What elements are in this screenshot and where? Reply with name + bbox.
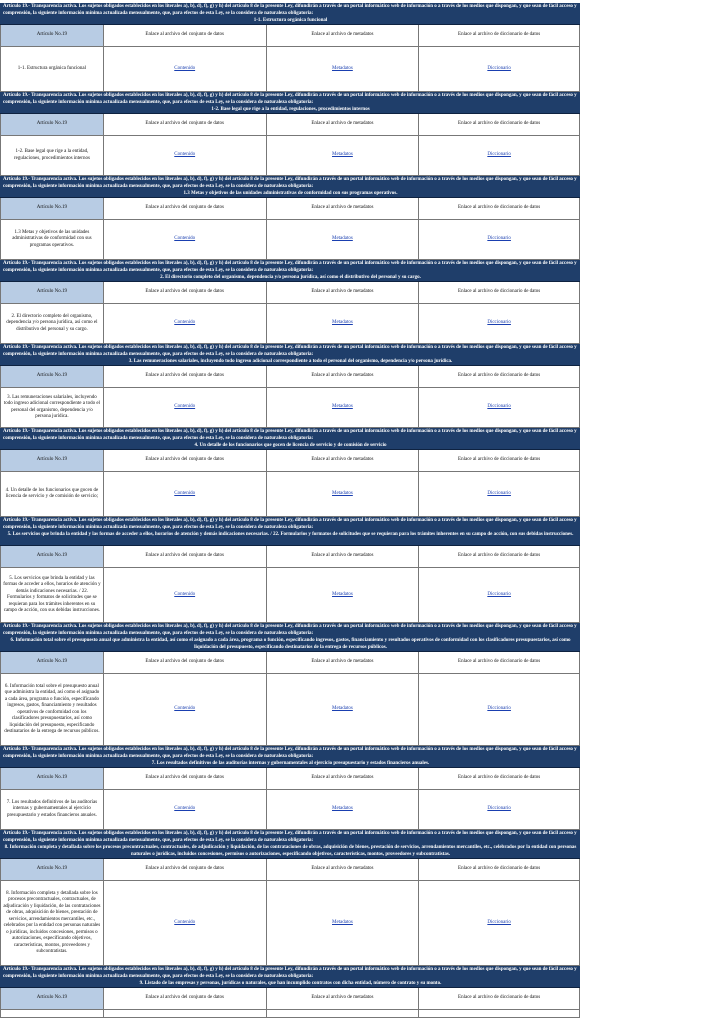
metadata-link[interactable]: Metadatos <box>332 152 353 158</box>
section-header <box>0 344 580 366</box>
data-file-column-label: Enlace al archivo del conjunto de datos <box>104 768 267 789</box>
data-file-column-label: Enlace al archivo del conjunto de datos <box>104 114 267 135</box>
metadata-column-label: Enlace al archivo de metadatos <box>267 282 420 303</box>
item-description: 8. Información completa y detallada sobre los procesos precontractuales, contractuales, de adjudicación y liquidación, de las contrataciones de obras, adquisición de bienes, prestación de servicios, arrendamientos mercantiles, etc., celebrados por la entidad con personas naturales o jurídicas, incluidos concesiones, permisos o autorizaciones, especificando objetivos, características, montos, proveedores y subcontratistas. <box>1 881 104 965</box>
metadata-column-label: Enlace al archivo de metadatos <box>267 198 420 219</box>
section-header <box>0 176 580 198</box>
dictionary-link-cell <box>419 220 580 259</box>
section-4 <box>0 260 580 344</box>
content-link[interactable]: Contenido <box>174 236 196 242</box>
column-label-row <box>0 366 580 388</box>
item-description: 2. El directorio completo del organismo, dependencia y/o persona jurídica, así como el distributivo del personal y su cargo. <box>1 304 104 343</box>
metadata-column-label: Enlace al archivo de metadatos <box>267 450 420 471</box>
metadata-link-cell <box>267 220 420 259</box>
article-column-label: Artículo No.19 <box>1 114 104 135</box>
data-file-column-label: Enlace al archivo del conjunto de datos <box>104 25 267 46</box>
content-link[interactable]: Contenido <box>174 490 196 496</box>
data-file-column-label: Enlace al archivo del conjunto de datos <box>104 652 267 673</box>
section-10 <box>0 830 580 966</box>
column-label-row <box>0 114 580 136</box>
section-11 <box>0 966 580 1018</box>
content-link[interactable]: Contenido <box>174 404 196 410</box>
data-file-column-label: Enlace al archivo del conjunto de datos <box>104 198 267 219</box>
article-column-label: Artículo No.19 <box>1 450 104 471</box>
metadata-link[interactable]: Metadatos <box>332 919 353 925</box>
table-row <box>0 790 580 830</box>
dictionary-column-label: Enlace al archivo de diccionario de datos <box>419 859 580 880</box>
table-row <box>0 220 580 260</box>
item-description: 6. Información total sobre el presupuesto anual que administra la entidad, así como el asignado a cada área, programa o función, especificando ingresos, gastos, financiamiento y resultados operativos de conformidad con los clasificadores presupuestarios, así como liquidación del presupuesto, especificando destinatarios de la entrega de recursos públicos. <box>1 674 104 745</box>
article-intro-text: Artículo 19.- Transparencia activa. Los sujetos obligados establecidos en los literales a), b), d), f), g) y h) del artículo 8 de la presente Ley, difundirán a través de un portal informático web de información o a través de los medios que dispongan, y que sean de fácil acceso y comprensión, la siguiente información mínima actualizada mensualmente, que, para efectos de esta Ley, se la considera de naturaleza obligatoria: <box>3 518 577 530</box>
column-label-row <box>0 859 580 881</box>
item-description: 1.3 Metas y objetivos de las unidades administrativas de conformidad con sus programas operativos. <box>1 220 104 259</box>
article-intro-text: Artículo 19.- Transparencia activa. Los sujetos obligados establecidos en los literales a), b), d), f), g) y h) del artículo 8 de la presente Ley, difundirán a través de un portal informático web de información o a través de los medios que dispongan, y que sean de fácil acceso y comprensión, la siguiente información mínima actualizada mensualmente, que, para efectos de esta Ley, se la considera de naturaleza obligatoria: <box>3 261 577 273</box>
metadata-link-cell <box>267 388 420 427</box>
metadata-link-cell <box>267 136 420 175</box>
content-link[interactable]: Contenido <box>174 806 196 812</box>
dictionary-link-cell <box>419 388 580 427</box>
section-subtitle: 3. Las remuneraciones salariales, incluyendo todo ingreso adicional correspondiente a todo el personal del organismo, dependencia y/o persona jurídica. <box>128 359 453 364</box>
metadata-column-label: Enlace al archivo de metadatos <box>267 859 420 880</box>
article-intro-text: Artículo 19.- Transparencia activa. Los sujetos obligados establecidos en los literales a), b), d), f), g) y h) del artículo 8 de la presente Ley, difundirán a través de un portal informático web de información o a través de los medios que dispongan, y que sean de fácil acceso y comprensión, la siguiente información mínima actualizada mensualmente, que, para efectos de esta Ley, se la considera de naturaleza obligatoria: <box>3 747 577 759</box>
dictionary-link-cell <box>419 472 580 516</box>
dictionary-link[interactable]: Diccionario <box>487 919 511 925</box>
content-link-cell <box>104 790 267 829</box>
section-9 <box>0 746 580 830</box>
section-header <box>0 830 580 859</box>
section-header <box>0 966 580 988</box>
table-row <box>0 136 580 176</box>
data-file-column-label: Enlace al archivo del conjunto de datos <box>104 366 267 387</box>
data-file-column-label: Enlace al archivo del conjunto de datos <box>104 859 267 880</box>
content-link-cell <box>104 47 267 91</box>
dictionary-link-cell <box>419 47 580 91</box>
dictionary-link-cell <box>419 674 580 745</box>
column-label-row <box>0 450 580 472</box>
article-intro-text: Artículo 19.- Transparencia activa. Los sujetos obligados establecidos en los literales a), b), d), f), g) y h) del artículo 8 de la presente Ley, difundirán a través de un portal informático web de información o a través de los medios que dispongan, y que sean de fácil acceso y comprensión, la siguiente información mínima actualizada mensualmente, que, para efectos de esta Ley, se la considera de naturaleza obligatoria: <box>3 177 577 189</box>
metadata-column-label: Enlace al archivo de metadatos <box>267 114 420 135</box>
column-label-row <box>0 652 580 674</box>
section-subtitle: 5. Los servicios que brinda la entidad y las formas de acceder a ellos, horarios de atención y demás indicaciones necesarias. / 22. Formularios y formatos de solicitudes que se requieran para los trámites inherentes en su campo de acción, con sus debidas instrucciones. <box>7 532 574 537</box>
metadata-link[interactable]: Metadatos <box>332 236 353 242</box>
dictionary-column-label: Enlace al archivo de diccionario de datos <box>419 25 580 46</box>
metadata-link[interactable]: Metadatos <box>332 490 353 496</box>
metadata-link-cell <box>267 1010 420 1017</box>
dictionary-link[interactable]: Diccionario <box>487 236 511 242</box>
section-header <box>0 517 580 546</box>
column-label-row <box>0 198 580 220</box>
article-column-label: Artículo No.19 <box>1 988 104 1009</box>
section-subtitle: 6. Información total sobre el presupuesto anual que administra la entidad, así como el asignado a cada área, programa o función, especificando ingresos, gastos, financiamiento y resultados operativos de conformidad con los clasificadores presupuestarios, así como liquidación del presupuesto, especificando destinatarios de la entrega de recursos públicos. <box>10 638 571 650</box>
content-link-cell <box>104 568 267 622</box>
article-column-label: Artículo No.19 <box>1 25 104 46</box>
data-file-column-label: Enlace al archivo del conjunto de datos <box>104 988 267 1009</box>
section-header <box>0 428 580 450</box>
dictionary-link-cell <box>419 1010 580 1017</box>
section-subtitle: 1-1. Estructura orgánica funcional <box>253 18 328 23</box>
item-description: 3. Las remuneraciones salariales, incluyendo todo ingreso adicional correspondiente a todo el personal del organismo, dependencia y/o persona jurídica. <box>1 388 104 427</box>
section-5 <box>0 344 580 428</box>
metadata-link-cell <box>267 304 420 343</box>
article-column-label: Artículo No.19 <box>1 652 104 673</box>
data-file-column-label: Enlace al archivo del conjunto de datos <box>104 282 267 303</box>
article-column-label: Artículo No.19 <box>1 859 104 880</box>
article-intro-text: Artículo 19.- Transparencia activa. Los sujetos obligados establecidos en los literales a), b), d), f), g) y h) del artículo 8 de la presente Ley, difundirán a través de un portal informático web de información o a través de los medios que dispongan, y que sean de fácil acceso y comprensión, la siguiente información mínima actualizada mensualmente, que, para efectos de esta Ley, se la considera de naturaleza obligatoria: <box>3 831 577 843</box>
section-header <box>0 260 580 282</box>
section-header <box>0 92 580 114</box>
metadata-link[interactable]: Metadatos <box>332 320 353 326</box>
metadata-link-cell <box>267 47 420 91</box>
item-description: 1-2. Base legal que rige a la entidad, regulaciones, procedimientos internos <box>1 136 104 175</box>
section-subtitle: 2. El directorio completo del organismo, dependencia y/o persona jurídica, así como el distributivo del personal y su cargo. <box>160 275 421 280</box>
article-column-label: Artículo No.19 <box>1 768 104 789</box>
dictionary-link-cell <box>419 881 580 965</box>
article-intro-text: Artículo 19.- Transparencia activa. Los sujetos obligados establecidos en los literales a), b), d), f), g) y h) del artículo 8 de la presente Ley, difundirán a través de un portal informático web de información o a través de los medios que dispongan, y que sean de fácil acceso y comprensión, la siguiente información mínima actualizada mensualmente, que, para efectos de esta Ley, se la considera de naturaleza obligatoria: <box>3 624 577 636</box>
section-subtitle: 8. Información completa y detallada sobre los procesos precontractuales, contractuales, de adjudicación y liquidación, de las contrataciones de obras, adquisición de bienes, prestación de servicios, arrendamientos mercantiles, etc., celebrados por la entidad con personas naturales o jurídicas, incluidos concesiones, permisos o autorizaciones, especificando objetivos, características, montos, proveedores y subcontratistas. <box>4 845 577 857</box>
dictionary-column-label: Enlace al archivo de diccionario de datos <box>419 282 580 303</box>
dictionary-column-label: Enlace al archivo de diccionario de datos <box>419 546 580 567</box>
item-description: 1-1. Estructura orgánica funcional <box>1 47 104 91</box>
section-2 <box>0 92 580 176</box>
dictionary-link[interactable]: Diccionario <box>487 152 511 158</box>
dictionary-column-label: Enlace al archivo de diccionario de datos <box>419 988 580 1009</box>
article-intro-text: Artículo 19.- Transparencia activa. Los sujetos obligados establecidos en los literales a), b), d), f), g) y h) del artículo 8 de la presente Ley, difundirán a través de un portal informático web de información o a través de los medios que dispongan, y que sean de fácil acceso y comprensión, la siguiente información mínima actualizada mensualmente, que, para efectos de esta Ley, se la considera de naturaleza obligatoria: <box>3 345 577 357</box>
content-link[interactable]: Contenido <box>174 320 196 326</box>
content-link-cell <box>104 881 267 965</box>
table-row <box>0 388 580 428</box>
dictionary-column-label: Enlace al archivo de diccionario de datos <box>419 652 580 673</box>
data-file-column-label: Enlace al archivo del conjunto de datos <box>104 450 267 471</box>
column-label-row <box>0 546 580 568</box>
content-link-cell <box>104 304 267 343</box>
dictionary-link[interactable]: Diccionario <box>487 404 511 410</box>
metadata-link-cell <box>267 790 420 829</box>
table-row <box>0 472 580 517</box>
article-intro-text: Artículo 19.- Transparencia activa. Los sujetos obligados establecidos en los literales a), b), d), f), g) y h) del artículo 8 de la presente Ley, difundirán a través de un portal informático web de información o a través de los medios que dispongan, y que sean de fácil acceso y comprensión, la siguiente información mínima actualizada mensualmente, que, para efectos de esta Ley, se la considera de naturaleza obligatoria: <box>3 967 577 979</box>
table-row <box>0 881 580 966</box>
section-header <box>0 746 580 768</box>
dictionary-column-label: Enlace al archivo de diccionario de datos <box>419 366 580 387</box>
table-row <box>0 304 580 344</box>
dictionary-column-label: Enlace al archivo de diccionario de datos <box>419 198 580 219</box>
section-subtitle: 7. Los resultados definitivos de las auditorías internas y gubernamentales al ejercicio presupuestario y estados financieros anuales. <box>151 761 430 766</box>
metadata-column-label: Enlace al archivo de metadatos <box>267 546 420 567</box>
section-1 <box>0 3 580 92</box>
section-7 <box>0 517 580 623</box>
section-3 <box>0 176 580 260</box>
dictionary-link[interactable]: Diccionario <box>487 706 511 712</box>
dictionary-link[interactable]: Diccionario <box>487 806 511 812</box>
column-label-row <box>0 768 580 790</box>
dictionary-link-cell <box>419 136 580 175</box>
article-intro-text: Artículo 19.- Transparencia activa. Los sujetos obligados establecidos en los literales a), b), d), f), g) y h) del artículo 8 de la presente Ley, difundirán a través de un portal informático web de información o a través de los medios que dispongan, y que sean de fácil acceso y comprensión, la siguiente información mínima actualizada mensualmente, que, para efectos de esta Ley, se la considera de naturaleza obligatoria: <box>3 93 577 105</box>
content-link-cell <box>104 220 267 259</box>
dictionary-link-cell <box>419 304 580 343</box>
metadata-link[interactable]: Metadatos <box>332 706 353 712</box>
table-row <box>0 47 580 92</box>
metadata-column-label: Enlace al archivo de metadatos <box>267 652 420 673</box>
item-description: 5. Los servicios que brinda la entidad y las formas de acceder a ellos, horarios de atención y demás indicaciones necesarias. / 22. Formularios y formatos de solicitudes que se requieran para los trámites inherentes en su campo de acción, con sus debidas instrucciones. <box>1 568 104 622</box>
content-link-cell <box>104 1010 267 1017</box>
dictionary-link[interactable]: Diccionario <box>487 490 511 496</box>
content-link[interactable]: Contenido <box>174 152 196 158</box>
metadata-column-label: Enlace al archivo de metadatos <box>267 366 420 387</box>
section-subtitle: 1-2. Base legal que rige a la entidad, regulaciones, procedimientos internos <box>211 107 370 112</box>
dictionary-link[interactable]: Diccionario <box>487 320 511 326</box>
column-label-row <box>0 282 580 304</box>
metadata-link[interactable]: Metadatos <box>332 65 353 71</box>
metadata-link-cell <box>267 472 420 516</box>
article-column-label: Artículo No.19 <box>1 282 104 303</box>
content-link[interactable]: Contenido <box>174 591 196 597</box>
metadata-link-cell <box>267 568 420 622</box>
article-column-label: Artículo No.19 <box>1 366 104 387</box>
content-link[interactable]: Contenido <box>174 65 196 71</box>
metadata-column-label: Enlace al archivo de metadatos <box>267 25 420 46</box>
data-file-column-label: Enlace al archivo del conjunto de datos <box>104 546 267 567</box>
dictionary-link-cell <box>419 790 580 829</box>
section-subtitle: 1.3 Metas y objetivos de las unidades administrativas de conformidad con sus programas operativos. <box>183 191 398 196</box>
article-intro-text: Artículo 19.- Transparencia activa. Los sujetos obligados establecidos en los literales a), b), d), f), g) y h) del artículo 8 de la presente Ley, difundirán a través de un portal informático web de información o a través de los medios que dispongan, y que sean de fácil acceso y comprensión, la siguiente información mínima actualizada mensualmente, que, para efectos de esta Ley, se la considera de naturaleza obligatoria: <box>3 4 577 16</box>
content-link[interactable]: Contenido <box>174 706 196 712</box>
section-header <box>0 3 580 25</box>
item-description <box>1 1010 104 1017</box>
metadata-column-label: Enlace al archivo de metadatos <box>267 988 420 1009</box>
content-link-cell <box>104 388 267 427</box>
content-link-cell <box>104 136 267 175</box>
metadata-link-cell <box>267 674 420 745</box>
section-subtitle: 9. Listado de las empresas y personas, jurídicas o naturales, que han incumplido contratos con dicha entidad, número de contrato y su monto. <box>139 981 442 986</box>
section-header <box>0 623 580 652</box>
metadata-link[interactable]: Metadatos <box>332 806 353 812</box>
dictionary-link[interactable]: Diccionario <box>487 591 511 597</box>
table-row <box>0 674 580 746</box>
item-description: 7. Los resultados definitivos de las auditorías internas y gubernamentales al ejercicio presupuestario y estados financieros anuales. <box>1 790 104 829</box>
article-intro-text: Artículo 19.- Transparencia activa. Los sujetos obligados establecidos en los literales a), b), d), f), g) y h) del artículo 8 de la presente Ley, difundirán a través de un portal informático web de información o a través de los medios que dispongan, y que sean de fácil acceso y comprensión, la siguiente información mínima actualizada mensualmente, que, para efectos de esta Ley, se la considera de naturaleza obligatoria: <box>3 429 577 441</box>
dictionary-column-label: Enlace al archivo de diccionario de datos <box>419 114 580 135</box>
item-description: 4. Un detalle de los funcionarios que gocen de licencia de servicio y de comisión de servicio; <box>1 472 104 516</box>
content-link-cell <box>104 472 267 516</box>
metadata-link[interactable]: Metadatos <box>332 591 353 597</box>
metadata-column-label: Enlace al archivo de metadatos <box>267 768 420 789</box>
dictionary-column-label: Enlace al archivo de diccionario de datos <box>419 450 580 471</box>
section-6 <box>0 428 580 517</box>
article-column-label: Artículo No.19 <box>1 198 104 219</box>
section-subtitle: 4. Un detalle de los funcionarios que gocen de licencia de servicio y de comisión de servicio <box>194 443 387 448</box>
column-label-row <box>0 25 580 47</box>
table-row <box>0 568 580 623</box>
dictionary-link-cell <box>419 568 580 622</box>
section-8 <box>0 623 580 746</box>
content-link[interactable]: Contenido <box>174 919 196 925</box>
dictionary-column-label: Enlace al archivo de diccionario de datos <box>419 768 580 789</box>
column-label-row <box>0 988 580 1010</box>
metadata-link[interactable]: Metadatos <box>332 404 353 410</box>
dictionary-link[interactable]: Diccionario <box>487 65 511 71</box>
table-row <box>0 1010 580 1018</box>
content-link-cell <box>104 674 267 745</box>
metadata-link-cell <box>267 881 420 965</box>
article-column-label: Artículo No.19 <box>1 546 104 567</box>
transparency-sheet <box>0 3 580 1018</box>
